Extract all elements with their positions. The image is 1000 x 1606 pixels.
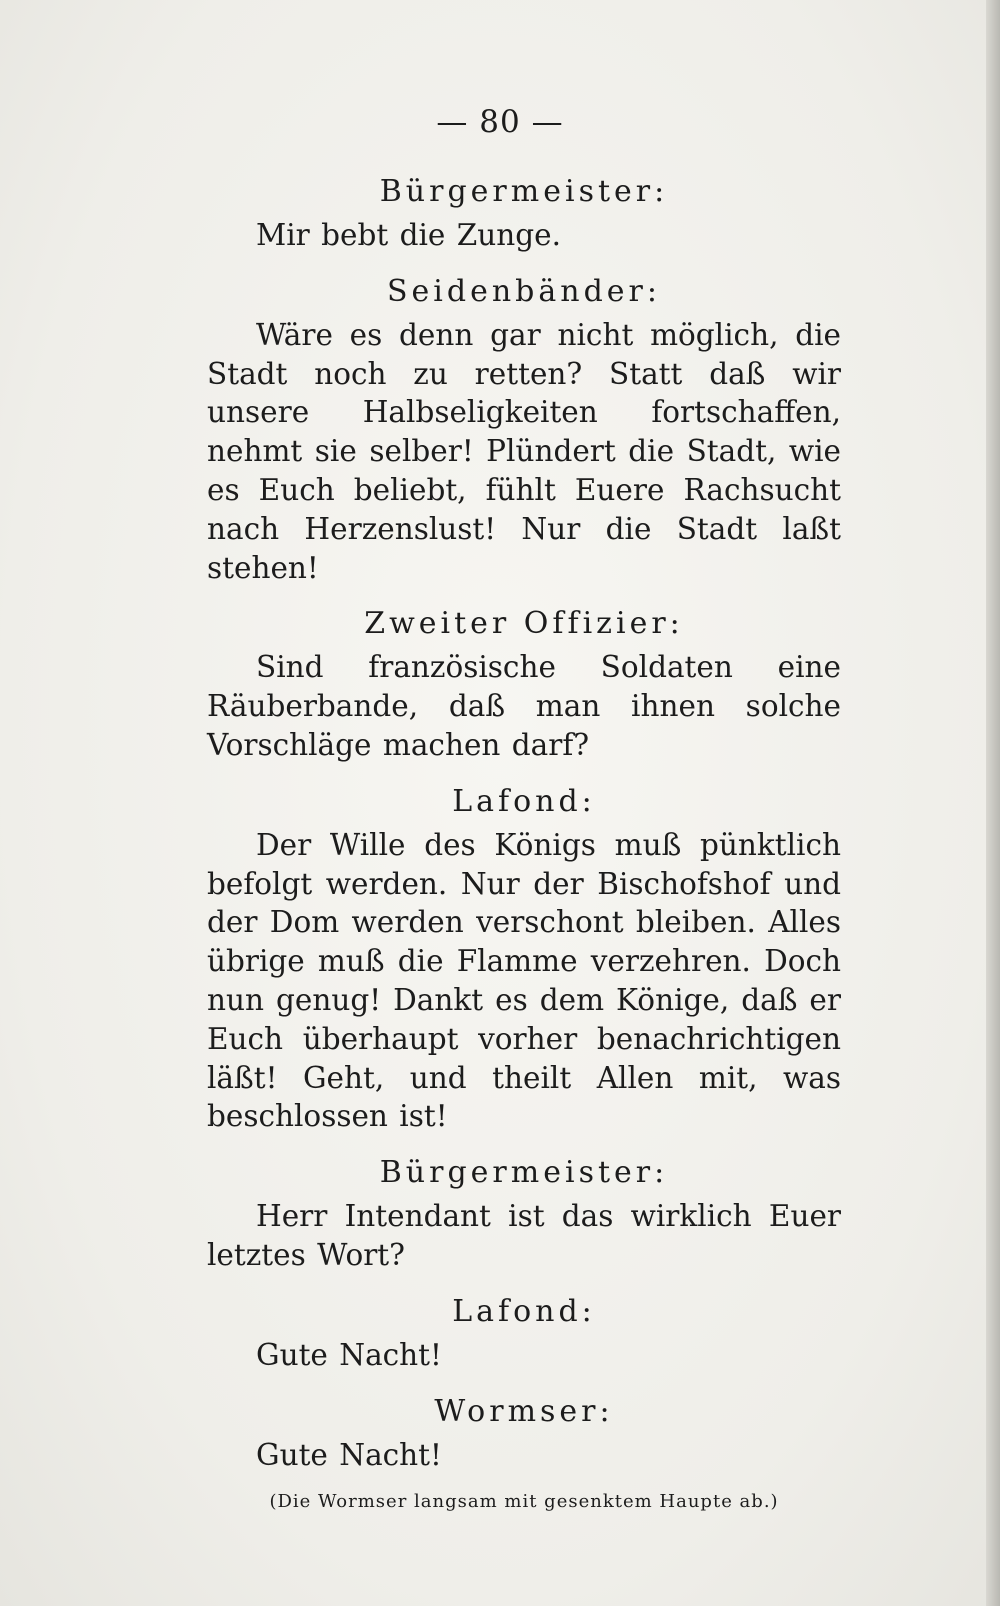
speech-text: Sind französische Soldaten eine Räuberbande, daß man ihnen solche Vorschläge machen darf? (207, 650, 841, 762)
stage-direction: (Die Wormser langsam mit gesenktem Haupte ab.) (269, 1491, 779, 1513)
speaker-name: Bürgermeister: (379, 1155, 669, 1191)
speaker-name: Lafond: (452, 783, 596, 819)
dialogue-text (207, 172, 841, 1517)
page-number: — 80 — (436, 104, 564, 140)
speaker-name: Seidenbänder: (387, 273, 661, 309)
speaker-name: Lafond: (452, 1293, 596, 1329)
speech-text: Mir bebt die Zunge. (256, 218, 561, 252)
page-edge-shadow (986, 0, 1000, 1606)
speech-text: Wäre es denn gar nicht möglich, die Stadt noch zu retten? Statt daß wir unsere Halbseligkeiten fortschaffen, nehmt sie selber! Plündert die Stadt, wie es Euch beliebt, fühlt Euere Rachsucht nach Herzenslust! Nur die Stadt laßt stehen! (207, 317, 841, 585)
speech-text: Herr Intendant ist das wirklich Euer letztes Wort? (207, 1199, 841, 1272)
speaker-name: Zweiter Offizier: (364, 606, 684, 642)
speech-text: Gute Nacht! (256, 1437, 442, 1472)
speech-text: Gute Nacht! (256, 1337, 442, 1372)
speaker-name: Bürgermeister: (379, 174, 669, 209)
speech-text: Der Wille des Königs muß pünktlich befolgt werden. Nur der Bischofshof und der Dom werden verschont bleiben. Alles übrige muß die Flamme verzehren. Doch nun genug! Dankt es dem Könige, daß er Euch überhaupt vorher benachrichtigen läßt! Geht, und theilt Allen mit, was beschlossen ist! (207, 827, 841, 1134)
speaker-name: Wormser: (434, 1393, 614, 1429)
